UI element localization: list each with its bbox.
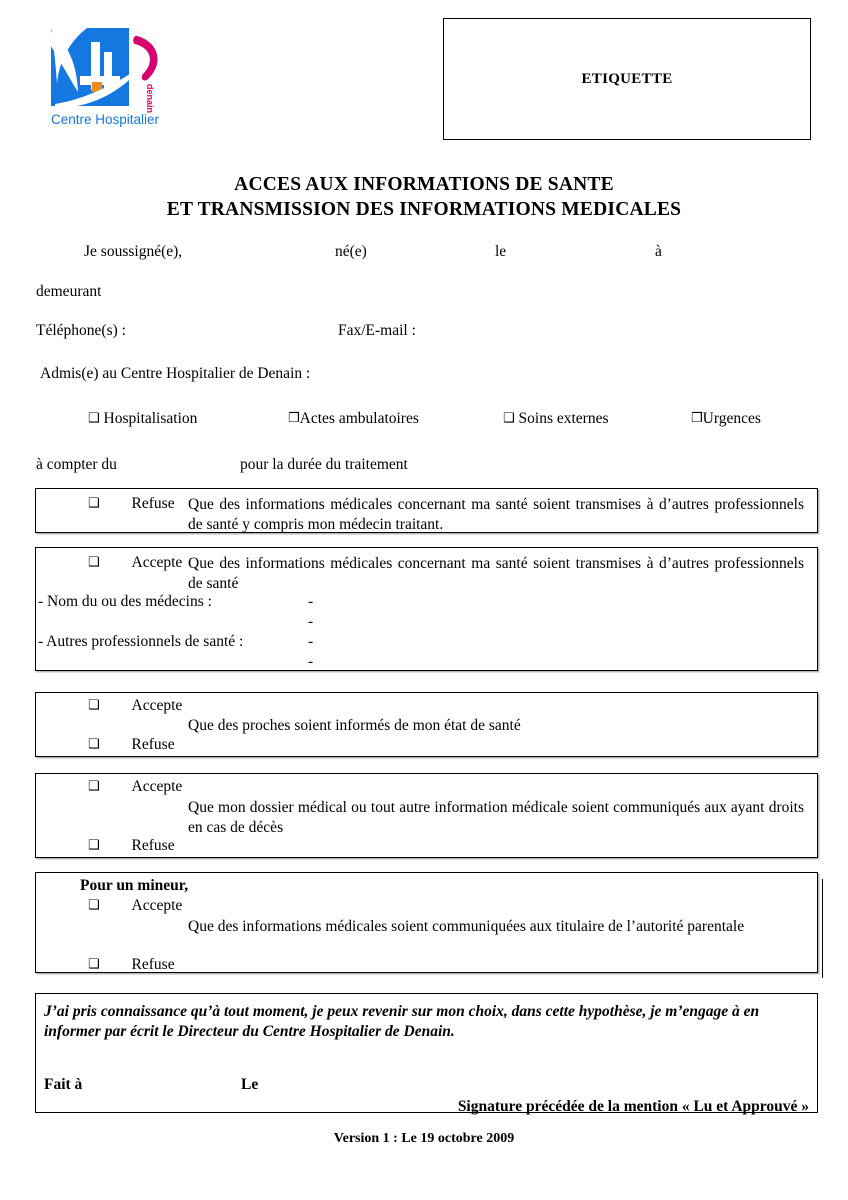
- consent-box-proches[interactable]: [35, 692, 818, 757]
- label-admis-au-centre: Admis(e) au Centre Hospitalier de Denain :: [40, 365, 311, 382]
- label-demeurant: demeurant: [36, 283, 102, 300]
- label-a: à: [655, 243, 662, 260]
- checkbox-label: Soins externes: [518, 410, 609, 427]
- etiquette-label: ETIQUETTE: [581, 71, 673, 87]
- checkbox-square-icon: ❑: [88, 698, 100, 713]
- label-signature: Signature précédée de la mention « Lu et Approuvé »: [457, 1098, 809, 1115]
- option-label: Accepte: [131, 897, 183, 914]
- option-refuse[interactable]: [88, 956, 175, 974]
- checkbox-square-icon: ❑: [88, 838, 100, 853]
- footer-version: Version 1 : Le 19 octobre 2009: [333, 1131, 515, 1146]
- checkbox-square-icon: ❑: [88, 411, 100, 426]
- field-dash[interactable]: -: [308, 653, 314, 670]
- hospital-logo: [47, 26, 177, 136]
- consent-box-ayant-droits[interactable]: [35, 773, 818, 858]
- option-label: Refuse: [131, 736, 175, 753]
- checkbox-urgences[interactable]: [691, 410, 761, 428]
- checkbox-square-icon: ❑: [88, 496, 100, 511]
- option-label: Refuse: [131, 495, 175, 512]
- checkbox-square-icon: ❑: [88, 898, 100, 913]
- label-telephone: Téléphone(s) :: [36, 322, 126, 339]
- consent-text: Que des informations médicales soient communiquées aux titulaire de l’autorité parentale: [188, 918, 745, 935]
- option-label: Accepte: [131, 554, 183, 571]
- label-fait-a: Fait à: [44, 1076, 83, 1093]
- page-title-line2: ET TRANSMISSION DES INFORMATIONS MEDICALES: [166, 199, 682, 220]
- admission-options-row: [0, 410, 848, 432]
- logo-caption-text: Centre Hospitalier: [51, 112, 160, 127]
- checkbox-soins-externes[interactable]: [503, 410, 609, 428]
- option-accepte[interactable]: [88, 897, 182, 915]
- option-label: Accepte: [131, 697, 183, 714]
- option-accepte[interactable]: [88, 697, 182, 715]
- consent-box-mineur[interactable]: [35, 872, 818, 973]
- checkbox-label: Actes ambulatoires: [299, 410, 419, 427]
- declaration-box: [35, 993, 818, 1113]
- label-le-date: Le: [241, 1076, 259, 1093]
- label-nee: né(e): [335, 243, 367, 260]
- logo-denain-text: denain: [145, 84, 155, 114]
- checkbox-square-icon: ❒: [288, 411, 300, 426]
- consent-box-refuse-professionnels[interactable]: [35, 488, 818, 533]
- minor-section-heading: Pour un mineur,: [80, 877, 189, 894]
- page-title-line1: ACCES AUX INFORMATIONS DE SANTE: [234, 174, 614, 195]
- checkbox-label: Hospitalisation: [103, 410, 198, 427]
- checkbox-actes-ambulatoires[interactable]: [288, 410, 419, 428]
- field-dash[interactable]: -: [308, 633, 314, 650]
- consent-text: Que des informations médicales concernant ma santé soient transmises à d’autres professionnels de santé y compris mon médecin traitant.: [188, 496, 804, 533]
- option-label: Refuse: [131, 956, 175, 973]
- option-label: Accepte: [131, 778, 183, 795]
- option-refuse[interactable]: [88, 837, 175, 855]
- field-dash[interactable]: -: [308, 613, 314, 630]
- label-fax-email: Fax/E-mail :: [338, 322, 416, 339]
- field-label-nom-medecins: - Nom du ou des médecins :: [38, 593, 212, 610]
- consent-box-accepte-professionnels[interactable]: [35, 547, 818, 671]
- option-refuse[interactable]: [88, 736, 175, 754]
- hospital-logo-graphic: [47, 26, 177, 136]
- consent-text: Que mon dossier médical ou tout autre information médicale soient communiqués aux ayant droits en cas de décès: [188, 799, 804, 836]
- checkbox-square-icon: ❑: [503, 411, 515, 426]
- field-label-autres-professionnels: - Autres professionnels de santé :: [38, 633, 244, 650]
- page-title: [0, 172, 848, 222]
- checkbox-hospitalisation[interactable]: [88, 410, 197, 428]
- option-accepte[interactable]: [88, 554, 182, 572]
- checkbox-square-icon: ❑: [88, 779, 100, 794]
- label-le: le: [495, 243, 507, 260]
- label-a-compter-du: à compter du: [36, 456, 117, 473]
- option-refuse[interactable]: [88, 495, 175, 513]
- option-label: Refuse: [131, 837, 175, 854]
- etiquette-box[interactable]: [443, 18, 811, 140]
- label-pour-la-duree: pour la durée du traitement: [240, 456, 408, 473]
- box-outer-rule: [822, 879, 823, 978]
- field-dash[interactable]: -: [308, 593, 314, 610]
- consent-text: Que des informations médicales concernant ma santé soient transmises à d’autres professionnels de santé: [188, 555, 804, 592]
- checkbox-square-icon: ❑: [88, 957, 100, 972]
- checkbox-square-icon: ❑: [88, 555, 100, 570]
- checkbox-label: Urgences: [702, 410, 761, 427]
- option-accepte[interactable]: [88, 778, 182, 796]
- checkbox-square-icon: ❑: [88, 737, 100, 752]
- declaration-text: J’ai pris connaissance qu’à tout moment, je peux revenir sur mon choix, dans cette hypothèse, je m’engage à en informer par écrit le Directeur du Centre Hospitalier de Denain.: [44, 1003, 760, 1040]
- checkbox-square-icon: ❒: [691, 411, 703, 426]
- consent-text: Que des proches soient informés de mon état de santé: [188, 717, 521, 734]
- label-je-soussigne: Je soussigné(e),: [84, 243, 183, 260]
